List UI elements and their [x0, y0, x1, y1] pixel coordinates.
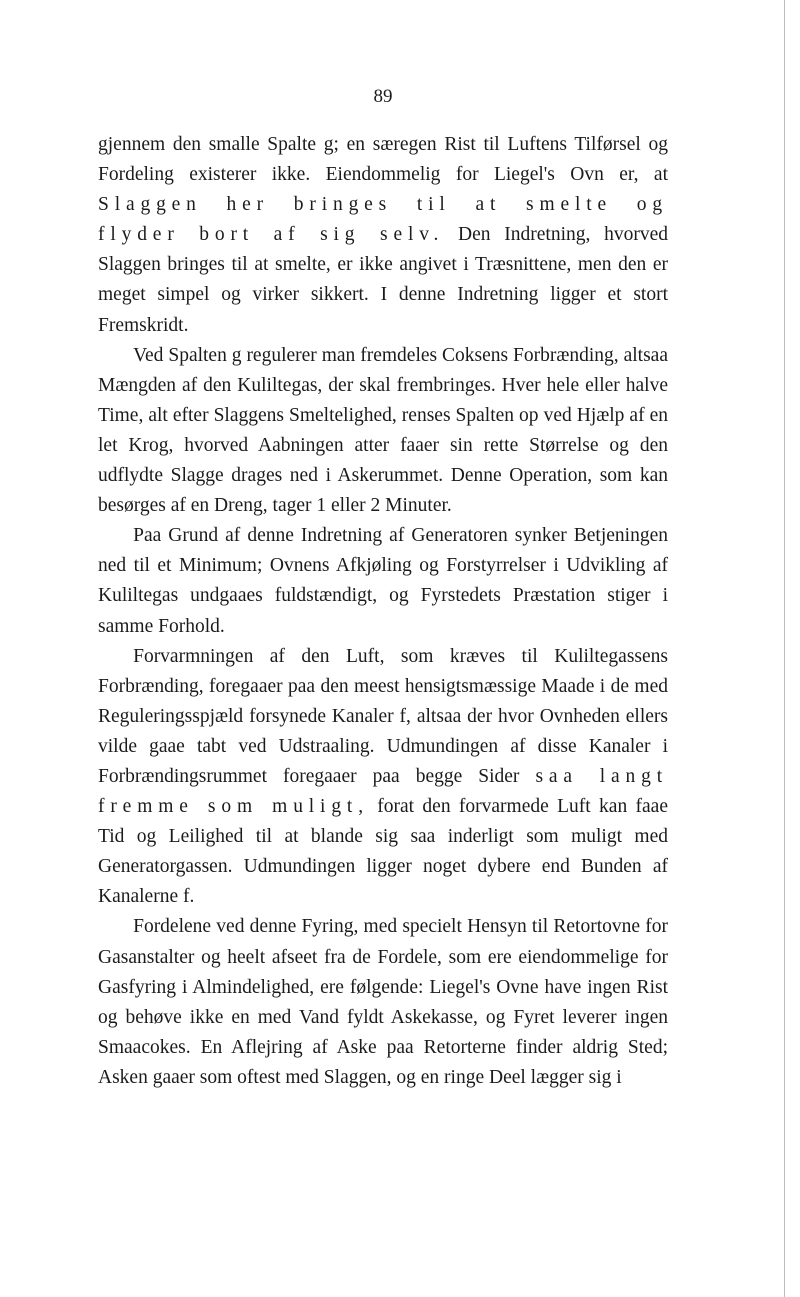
book-page [98, 82, 668, 1093]
page-number: 89 [373, 86, 393, 107]
paragraph-4-text-2: forat den forvarmede Luft kan faae Tid og Leilighed til at blande sig saa inderligt som muligt med Generatorgassen. Udmundingen ligger noget dybere end Bunden af Kanalerne f. [98, 796, 668, 908]
paragraph-1-spaced-text: Slaggen her bringes til at smelte og flyder bort af sig selv. [98, 194, 668, 246]
paragraph-3 [98, 521, 668, 641]
page-edge-line [784, 0, 785, 1297]
paragraph-5-text: Fordelene ved denne Fyring, med specielt Hensyn til Retortovne for Gasanstalter og heelt afseet fra de Fordele, som ere eiendommelige for Gasfyring i Almindelighed, ere følgende: Liegel's Ovne have ingen Rist og behøve ikke en med Vand fyldt Askekasse, og Fyret leverer ingen Smaacokes. En Aflejring af Aske paa Retorterne finder aldrig Sted; Asken gaaer som oftest med Slaggen, og en ringe Deel lægger sig i [98, 916, 668, 1088]
paragraph-5 [98, 912, 668, 1093]
paragraph-1 [98, 130, 668, 341]
paragraph-4-text-1: Forvarmningen af den Luft, som kræves til Kuliltegassens Forbrænding, foregaaer paa den meest hensigtsmæssige Maade i de med Reguleringsspjæld forsynede Kanaler f, altsaa der hvor Ovnheden ellers vilde gaae tabt ved Udstraaling. Udmundingen af disse Kanaler i Forbrændingsrummet foregaaer paa begge Sider [98, 645, 668, 787]
paragraph-1-text-1: gjennem den smalle Spalte g; en særegen Rist til Luftens Tilførsel og Fordeling existerer ikke. Eiendommelig for Liegel's Ovn er, at [98, 134, 668, 186]
paragraph-2 [98, 341, 668, 522]
paragraph-1-text-2: Den Indretning, hvorved Slaggen bringes til at smelte, er ikke angivet i Træsnittene, men den er meget simpel og virker sikkert. I denne Indretning ligger et stort Fremskridt. [98, 224, 668, 336]
paragraph-4 [98, 642, 668, 913]
paragraph-2-text: Ved Spalten g regulerer man fremdeles Coksens Forbrænding, altsaa Mængden af den Kuliltegas, der skal frembringes. Hver hele eller halve Time, alt efter Slaggens Smeltelighed, renses Spalten op ved Hjælp af en let Krog, hvorved Aabningen atter faaer sin rette Størrelse og den udflydte Slagge drages ned i Askerummet. Denne Operation, som kan besørges af en Dreng, tager 1 eller 2 Minuter. [98, 344, 668, 517]
paragraph-3-text: Paa Grund af denne Indretning af Generatoren synker Betjeningen ned til et Minimum; Ovnens Afkjøling og Forstyrrelser i Udvikling af Kuliltegas undgaaes fuldstændigt, og Fyrstedets Præstation stiger i samme Forhold. [98, 525, 668, 637]
body-text [98, 130, 668, 1093]
paragraph-4-spaced-text: saa langt fremme som muligt, [98, 765, 668, 818]
